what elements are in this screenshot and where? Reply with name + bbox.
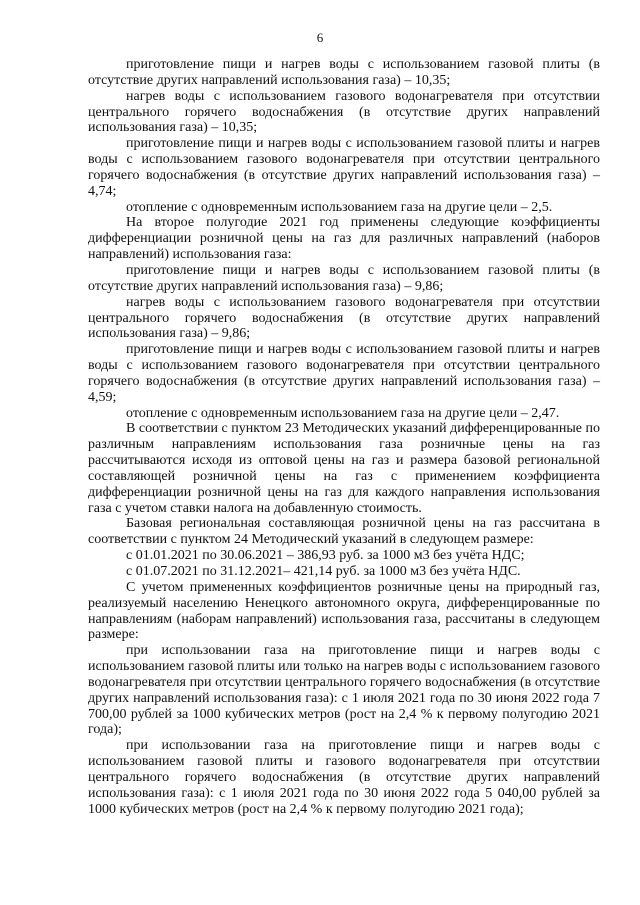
paragraph: приготовление пищи и нагрев воды с использованием газовой плиты (в отсутствие других направлений использования газа) – 10,35; (88, 57, 600, 88)
paragraph: приготовление пищи и нагрев воды с использованием газовой плиты и нагрев воды с использованием газового водонагревателя при отсутствии центрального горячего водоснабжения (в отсутствие других направлений использования газа) – 4,59; (88, 342, 600, 405)
document-body (88, 57, 600, 818)
paragraph: Базовая региональная составляющая розничной цены на газ рассчитана в соответствии с пунктом 24 Методический указаний в следующем размере: (88, 516, 600, 548)
page-number: 6 (316, 30, 324, 45)
paragraph: при использовании газа на приготовление пищи и нагрев воды с использованием газовой плиты или только на нагрев воды с использованием газового водонагревателя при отсутствии центрального горячего водоснабжения (в отсутствие других направлений использования газа): с 1 июля 2021 года по 30 июня 2022 года 7 700,00 рублей за 1000 кубических метров (рост на 2,4 % к первому полугодию 2021 года); (88, 643, 600, 738)
paragraph: С учетом примененных коэффициентов розничные цены на природный газ, реализуемый населению Ненецкого автономного округа, дифференцированные по направлениям (наборам направлений) использования газа, рассчитаны в следующем размере: (88, 579, 600, 643)
paragraph: с 01.07.2021 по 31.12.2021– 421,14 руб. за 1000 м3 без учёта НДС. (126, 564, 521, 579)
paragraph: с 01.01.2021 по 30.06.2021 – 386,93 руб. за 1000 м3 без учёта НДС; (126, 548, 525, 564)
paragraph: отопление с одновременным использованием газа на другие цели – 2,47. (126, 405, 560, 421)
paragraph: В соответствии с пунктом 23 Методических указаний дифференцированные по различным направлениям использования газа розничные цены на газ рассчитываются исходя из оптовой цены на газ и размера базовой региональной составляющей розничной цены на газ с применением коэффициента дифференциации розничной цены на газ для каждого направления использования газа с учетом ставки налога на добавленную стоимость. (88, 421, 600, 516)
paragraph: при использовании газа на приготовление пищи и нагрев воды с использованием газовой плиты и газового водонагревателя при отсутствии центрального горячего водоснабжения (в отсутствие других направлений использования газа): с 1 июля 2021 года по 30 июня 2022 года 5 040,00 рублей за 1000 кубических метров (рост на 2,4 % к первому полугодию 2021 года); (88, 738, 600, 817)
paragraph: отопление с одновременным использованием газа на другие цели – 2,5. (126, 199, 553, 215)
paragraph: приготовление пищи и нагрев воды с использованием газовой плиты и нагрев воды с использованием газового водонагревателя при отсутствии центрального горячего водоснабжения (в отсутствие других направлений использования газа) – 4,74; (88, 136, 600, 199)
paragraph: На второе полугодие 2021 год применены следующие коэффициенты дифференциации розничной цены на газ для различных направлений (наборов направлений) использования газа: (88, 215, 600, 263)
paragraph: приготовление пищи и нагрев воды с использованием газовой плиты (в отсутствие других направлений использования газа) – 9,86; (88, 262, 600, 294)
paragraph: нагрев воды с использованием газового водонагревателя при отсутствии центрального горячего водоснабжения (в отсутствие других направлений использования газа) – 10,35; (88, 88, 600, 136)
paragraph: нагрев воды с использованием газового водонагревателя при отсутствии центрального горячего водоснабжения (в отсутствие других направлений использования газа) – 9,86; (88, 294, 600, 342)
